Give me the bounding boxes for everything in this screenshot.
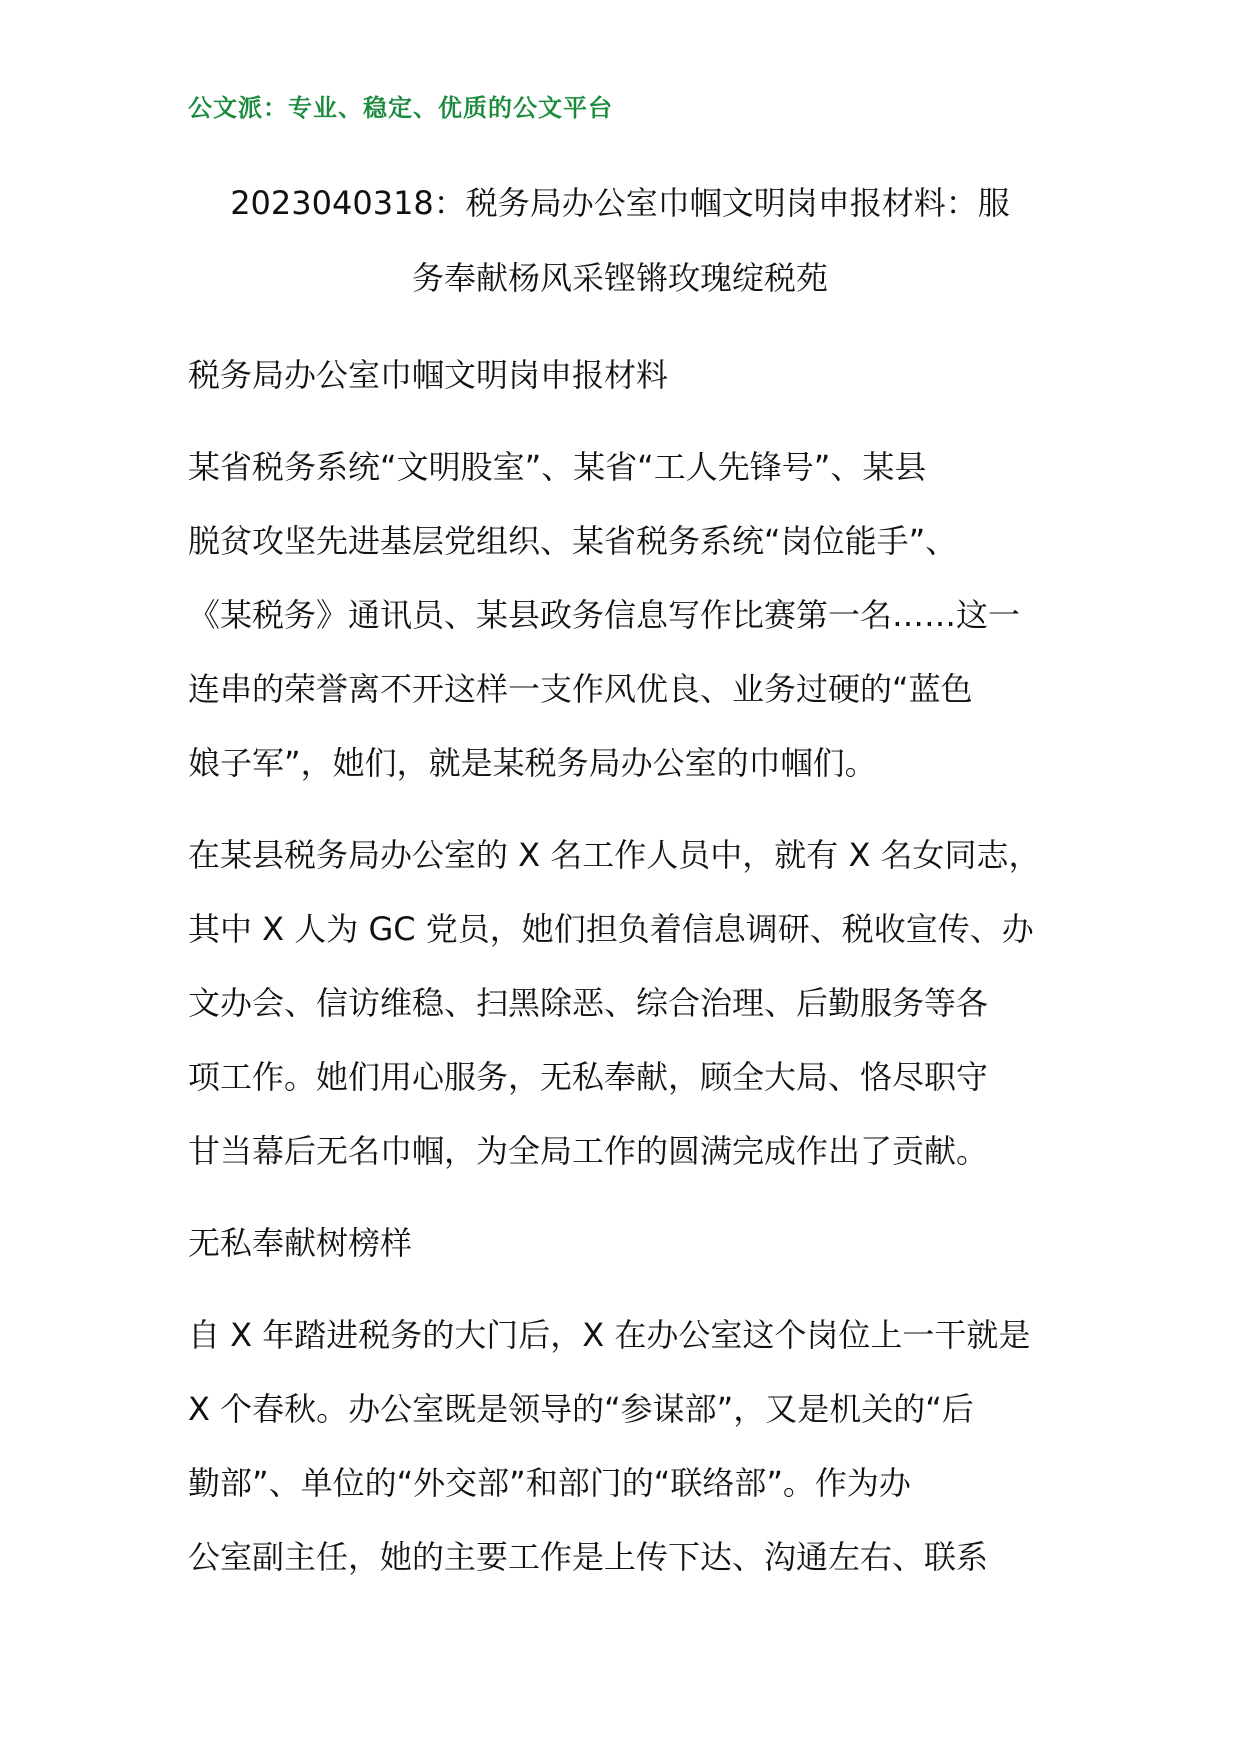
paragraph-line: 其中 X 人为 GC 党员，她们担负着信息调研、税收宣传、办 bbox=[188, 910, 1034, 948]
spacer bbox=[188, 800, 1056, 818]
paragraph-line: 勤部”、单位的“外交部”和部门的“联络部”。作为办 bbox=[188, 1464, 911, 1502]
spacer bbox=[188, 1188, 1056, 1206]
paragraph-line: 脱贫攻坚先进基层党组织、某省税务系统“岗位能手”、 bbox=[188, 522, 958, 560]
paragraph-3 bbox=[188, 1298, 1056, 1594]
paragraph-line: 在某县税务局办公室的 X 名工作人员中，就有 X 名女同志， bbox=[188, 836, 1041, 874]
paragraph-line: 连串的荣誉离不开这样一支作风优良、业务过硬的“蓝色 bbox=[188, 670, 973, 708]
paragraph-line: 《某税务》通讯员、某县政务信息写作比赛第一名……这一 bbox=[188, 596, 1021, 634]
platform-tagline: 公文派：专业、稳定、优质的公文平台 bbox=[188, 94, 613, 122]
spacer bbox=[188, 412, 1056, 430]
paragraph-line: 公室副主任，她的主要工作是上传下达、沟通左右、联系 bbox=[188, 1538, 989, 1576]
title-line-2: 务奉献杨风采铿锵玫瑰绽税苑 bbox=[411, 259, 828, 297]
section-subheading: 无私奉献树榜样 bbox=[188, 1224, 413, 1262]
paragraph-line: 自 X 年踏进税务的大门后，X 在办公室这个岗位上一干就是 bbox=[188, 1316, 1031, 1354]
paragraph-line: 某省税务系统“文明股室”、某省“工人先锋号”、某县 bbox=[188, 448, 927, 486]
paragraph-line: 娘子军”，她们，就是某税务局办公室的巾帼们。 bbox=[188, 744, 877, 782]
paragraph-line: 文办会、信访维稳、扫黑除恶、综合治理、后勤服务等各 bbox=[188, 984, 989, 1022]
paragraph-line: X 个春秋。办公室既是领导的“参谋部”，又是机关的“后 bbox=[188, 1390, 974, 1428]
document-body bbox=[188, 338, 1056, 1594]
title-line-1: 2023040318：税务局办公室巾帼文明岗申报材料：服 bbox=[230, 184, 1010, 222]
paragraph-2 bbox=[188, 818, 1056, 1188]
paragraph-line: 甘当幕后无名巾帼，为全局工作的圆满完成作出了贡献。 bbox=[188, 1132, 989, 1170]
document-title bbox=[188, 166, 1052, 316]
document-heading: 税务局办公室巾帼文明岗申报材料 bbox=[188, 356, 669, 394]
spacer bbox=[188, 1280, 1056, 1298]
paragraph-line: 项工作。她们用心服务，无私奉献，顾全大局、恪尽职守 bbox=[188, 1058, 989, 1096]
paragraph-1 bbox=[188, 430, 1056, 800]
